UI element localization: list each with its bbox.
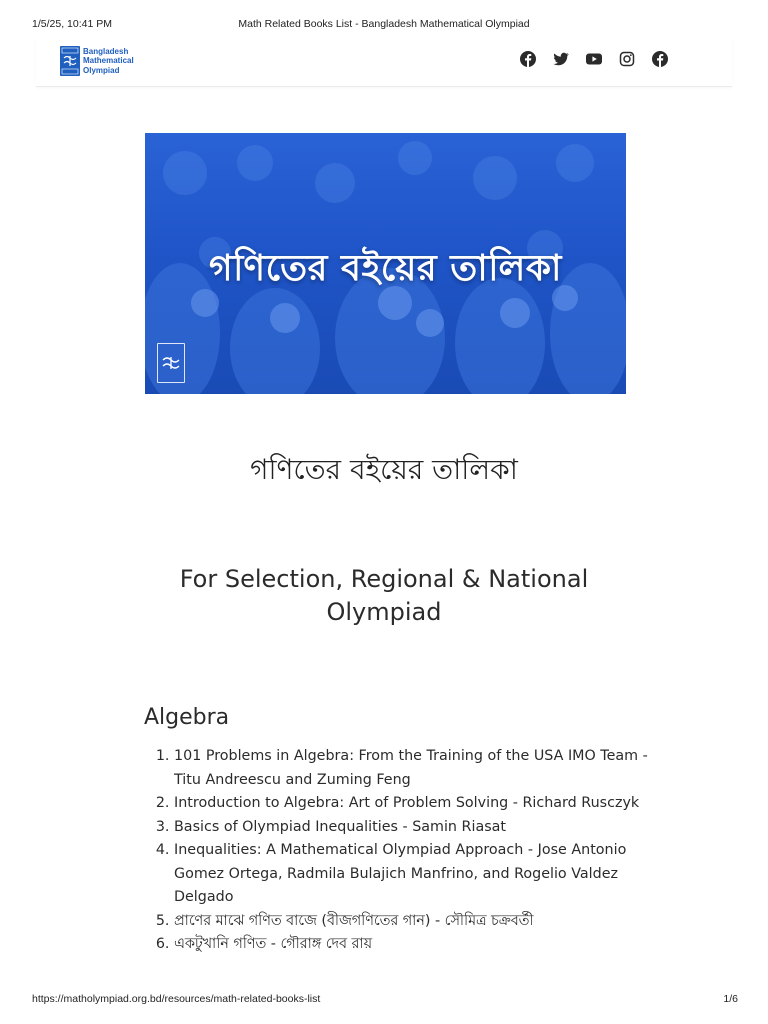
section-heading-algebra: Algebra <box>144 705 230 730</box>
social-links <box>520 51 668 67</box>
instagram-icon[interactable] <box>619 51 635 67</box>
list-item: 5. প্রাণের মাঝে গণিত বাজে (বীজগণিতের গান) - সৌমিত্র চক্রবর্তী <box>174 910 664 934</box>
algebra-book-list <box>144 745 664 957</box>
site-logo[interactable] <box>60 46 134 76</box>
print-page-indicator: 1/6 <box>723 993 738 1005</box>
logo-line-3: Olympiad <box>83 65 120 75</box>
page-title: গণিতের বইয়ের তালিকা <box>250 453 518 486</box>
print-document-title: Math Related Books List - Bangladesh Mathematical Olympiad <box>238 18 530 30</box>
print-url: https://matholympiad.org.bd/resources/math-related-books-list <box>32 993 321 1005</box>
list-item: 1. 101 Problems in Algebra: From the Training of the USA IMO Team - Titu Andreescu and Zuming Feng <box>174 745 664 792</box>
hero-title: গণিতের বইয়ের তালিকা <box>209 248 562 289</box>
facebook-icon[interactable] <box>652 51 668 67</box>
facebook-icon[interactable] <box>520 51 536 67</box>
hero-logo-icon <box>157 343 185 383</box>
twitter-icon[interactable] <box>553 51 569 67</box>
list-item: 3. Basics of Olympiad Inequalities - Samin Riasat <box>174 816 664 840</box>
logo-wordmark <box>83 47 134 76</box>
list-item: 4. Inequalities: A Mathematical Olympiad Approach - Jose Antonio Gomez Ortega, Radmila Bulajich Manfrino, and Rogelio Valdez Delgado <box>174 839 664 910</box>
page-subtitle: For Selection, Regional & National Olympiad <box>179 565 589 626</box>
hero-banner <box>145 133 626 394</box>
bdmo-logo-icon <box>60 46 80 76</box>
list-item: 2. Introduction to Algebra: Art of Problem Solving - Richard Rusczyk <box>174 792 664 816</box>
youtube-icon[interactable] <box>586 51 602 67</box>
logo-line-1: Bangladesh <box>83 46 129 56</box>
logo-line-2: Mathematical <box>83 56 134 66</box>
print-header <box>0 18 768 34</box>
list-item: 6. একটুখানি গণিত - গৌরাঙ্গ দেব রায় <box>174 933 664 957</box>
site-header <box>36 38 732 87</box>
print-datetime: 1/5/25, 10:41 PM <box>32 18 112 30</box>
